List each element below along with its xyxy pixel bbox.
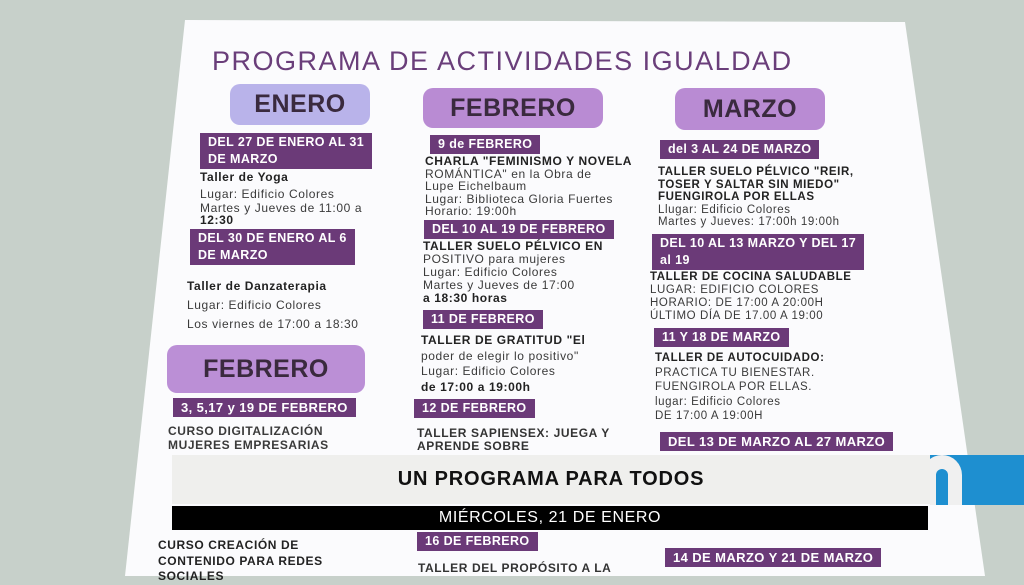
- lower-third-headline: UN PROGRAMA PARA TODOS: [172, 455, 930, 504]
- date-tag: 14 DE MARZO Y 21 DE MARZO: [665, 548, 881, 567]
- activity-text: TALLER SUELO PÉLVICO "REIR, TOSER Y SALTAR SIN MIEDO" FUENGIROLA POR ELLAS Llugar: Edificio Colores Martes y Jueves: 17:00h 19:00h: [658, 166, 854, 228]
- month-enero: ENERO: [230, 84, 370, 125]
- activity-text: Taller de Danzaterapia Lugar: Edificio Colores Los viernes de 17:00 a 18:30: [187, 279, 359, 331]
- channel-logo: [930, 455, 1024, 505]
- activity-text: TALLER SAPIENSEX: JUEGA Y APRENDE SOBRE: [417, 426, 610, 453]
- activity-text: CURSO DIGITALIZACIÓN MUJERES EMPRESARIAS: [168, 424, 329, 452]
- date-tag: 3, 5,17 y 19 DE FEBRERO: [173, 398, 356, 417]
- date-tag: DEL 30 DE ENERO AL 6 DE MARZO: [190, 229, 355, 265]
- activity-text: TALLER DE COCINA SALUDABLE LUGAR: EDIFICIO COLORES HORARIO: DE 17:00 A 20:00H ÚLTIMO DÍA DE 17.00 A 19:00: [650, 271, 852, 322]
- activity-text: TALLER DEL PROPÓSITO A LA: [418, 561, 612, 575]
- activity-text: CURSO CREACIÓN DE CONTENIDO PARA REDES SOCIALES: [158, 538, 323, 583]
- date-tag: DEL 10 AL 13 MARZO Y DEL 17 al 19: [652, 234, 864, 270]
- date-tag: 11 Y 18 DE MARZO: [654, 328, 789, 347]
- activity-text: Taller de Yoga Lugar: Edificio Colores Martes y Jueves de 11:00 a 12:30: [200, 170, 363, 227]
- date-tag: DEL 27 DE ENERO AL 31 DE MARZO: [200, 133, 372, 169]
- activity-text: TALLER SUELO PÉLVICO EN POSITIVO para mujeres Lugar: Edificio Colores Martes y Jueves de 17:00 a 18:30 horas: [423, 239, 604, 305]
- date-tag: 11 DE FEBRERO: [423, 310, 543, 329]
- date-tag: 12 DE FEBRERO: [414, 399, 535, 418]
- date-tag: DEL 10 AL 19 DE FEBRERO: [424, 220, 614, 239]
- date-tag: 16 DE FEBRERO: [417, 532, 538, 551]
- date-tag: 9 de FEBRERO: [430, 135, 540, 154]
- activity-text: TALLER DE GRATITUD "El poder de elegir lo positivo" Lugar: Edificio Colores de 17:00 a 19:00h: [421, 333, 586, 394]
- poster-title: PROGRAMA DE ACTIVIDADES IGUALDAD: [212, 46, 793, 76]
- activity-text: TALLER DE AUTOCUIDADO: PRACTICA TU BIENESTAR. FUENGIROLA POR ELLAS. lugar: Edificio Colores DE 17:00 A 19:00H: [655, 352, 825, 422]
- month-febrero-2: FEBRERO: [167, 345, 365, 393]
- lower-third-date: MIÉRCOLES, 21 DE ENERO: [172, 506, 928, 530]
- logo-n-shape: [930, 455, 962, 505]
- month-febrero: FEBRERO: [423, 88, 603, 128]
- date-tag: DEL 13 DE MARZO AL 27 MARZO: [660, 432, 893, 451]
- date-tag: del 3 AL 24 DE MARZO: [660, 140, 819, 159]
- activity-text: CHARLA "FEMINISMO Y NOVELA ROMÁNTICA" en la Obra de Lupe Eichelbaum Lugar: Biblioteca Gloria Fuertes Horario: 19:00h: [425, 154, 633, 218]
- month-marzo: MARZO: [675, 88, 825, 130]
